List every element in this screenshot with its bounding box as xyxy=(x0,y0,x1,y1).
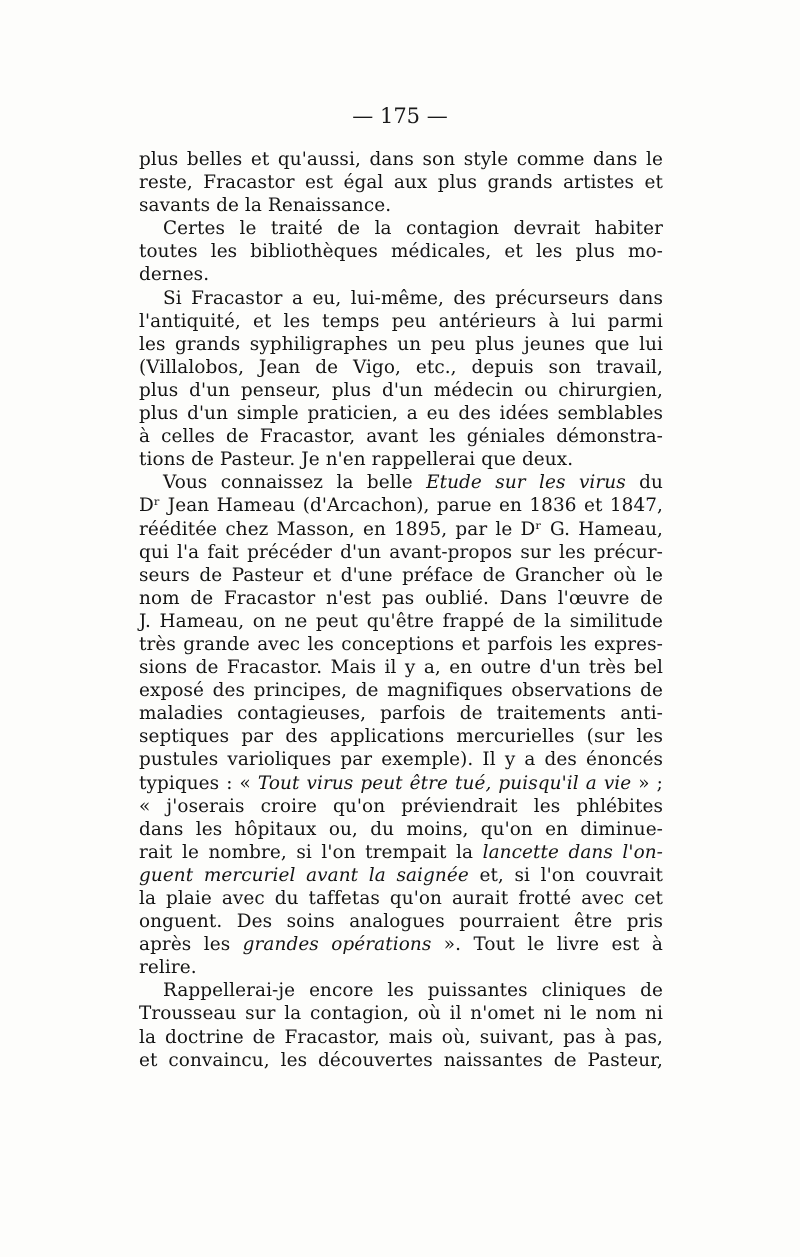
text-line xyxy=(139,217,663,240)
text-segment: dernes. xyxy=(139,264,210,286)
text-line xyxy=(139,702,663,725)
text-line xyxy=(139,725,663,748)
text-line xyxy=(139,471,663,494)
text-segment: toutes les bibliothèques médicales, et les plus mo- xyxy=(139,241,663,263)
text-segment: Trousseau sur la contagion, où il n'omet ni le nom ni xyxy=(139,1003,663,1025)
italic-text-segment: Tout virus peut être tué, puisqu'il a vie xyxy=(257,772,632,794)
text-segment: du xyxy=(625,472,663,494)
text-segment: et, si l'on couvrait xyxy=(468,864,663,886)
text-segment: reste, Fracastor est égal aux plus grands artistes et xyxy=(139,172,663,194)
text-segment: pustules varioliques par exemple). Il y a des énoncés xyxy=(139,749,663,771)
text-line xyxy=(139,425,663,448)
text-segment: onguent. Des soins analogues pourraient être pris xyxy=(139,911,663,933)
text-segment: la plaie avec du taffetas qu'on aurait frotté avec cet xyxy=(139,888,663,909)
text-line xyxy=(139,379,663,402)
text-line xyxy=(139,356,663,379)
text-segment: plus d'un penseur, plus d'un médecin ou chirurgien, xyxy=(139,379,663,401)
text-line xyxy=(139,333,663,356)
text-segment: exposé des principes, de magnifiques observations de xyxy=(139,680,663,702)
text-line xyxy=(139,448,663,471)
text-line xyxy=(139,679,663,702)
text-segment: » ; xyxy=(631,772,663,794)
text-segment: Si Fracastor a eu, lui-même, des précurseurs dans xyxy=(163,287,663,309)
text-line xyxy=(139,564,663,587)
text-segment: relire. xyxy=(139,957,197,979)
text-line xyxy=(139,1002,663,1025)
text-segment: J. Hameau, on ne peut qu'être frappé de la similitude xyxy=(139,610,663,632)
text-segment: et convaincu, les découvertes naissantes de Pasteur, xyxy=(139,1049,663,1071)
text-segment: rait le nombre, si l'on trempait la xyxy=(139,841,483,863)
text-line xyxy=(139,194,663,217)
text-segment: sions de Fracastor. Mais il y a, en outre d'un très bel xyxy=(139,657,663,679)
text-segment: maladies contagieuses, parfois de traitements anti- xyxy=(139,703,663,725)
italic-text-segment: Etude sur les virus xyxy=(426,472,626,494)
text-line xyxy=(139,263,663,286)
text-segment: à celles de Fracastor, avant les géniales démonstra- xyxy=(139,426,663,448)
text-line xyxy=(139,841,663,864)
text-segment: les grands syphiligraphes un peu plus jeunes que lui xyxy=(139,333,663,355)
text-line xyxy=(139,587,663,610)
text-line xyxy=(139,402,663,425)
text-line xyxy=(139,818,663,841)
text-segment: Dʳ Jean Hameau (d'Arcachon), parue en 1836 et 1847, xyxy=(139,495,663,517)
text-segment: « j'oserais croire qu'on préviendrait les phlébites xyxy=(139,795,663,817)
text-segment: tions de Pasteur. Je n'en rappellerai que deux. xyxy=(139,449,574,471)
text-line xyxy=(139,1049,663,1072)
italic-text-segment: lancette dans l'on- xyxy=(482,841,663,863)
italic-text-segment: guent mercuriel avant la saignée xyxy=(139,864,469,886)
text-segment: nom de Fracastor n'est pas oublié. Dans l'œuvre de xyxy=(139,587,663,609)
text-segment: la doctrine de Fracastor, mais où, suivant, pas à pas, xyxy=(139,1026,663,1048)
text-segment: dans les hôpitaux ou, du moins, qu'on en diminue- xyxy=(139,818,663,840)
text-line xyxy=(139,933,663,956)
text-line xyxy=(139,287,663,310)
text-segment: ». Tout le livre est à xyxy=(431,934,663,956)
text-line xyxy=(139,772,663,795)
text-line xyxy=(139,541,663,564)
text-line xyxy=(139,795,663,818)
text-line xyxy=(139,748,663,771)
text-segment: qui l'a fait précéder d'un avant-propos sur les précur- xyxy=(139,541,663,563)
text-line xyxy=(139,518,663,541)
text-line xyxy=(139,240,663,263)
page-number: — 175 — xyxy=(352,104,448,128)
text-segment: très grande avec les conceptions et parfois les expres- xyxy=(139,633,663,655)
text-segment: typiques : « xyxy=(139,772,258,794)
text-segment: plus d'un simple praticien, a eu des idées semblables xyxy=(139,403,663,425)
text-line xyxy=(139,979,663,1002)
text-line xyxy=(139,1026,663,1049)
text-line xyxy=(139,864,663,887)
text-segment: seurs de Pasteur et d'une préface de Grancher où le xyxy=(139,564,663,586)
text-line xyxy=(139,910,663,933)
text-segment: plus belles et qu'aussi, dans son style comme dans le xyxy=(139,149,663,170)
text-segment: rééditée chez Masson, en 1895, par le Dʳ G. Hameau, xyxy=(139,518,663,540)
text-line xyxy=(139,310,663,333)
text-line xyxy=(139,171,663,194)
text-line xyxy=(139,494,663,517)
text-segment: Rappellerai-je encore les puissantes cliniques de xyxy=(163,980,663,1002)
text-line xyxy=(139,148,663,171)
text-line xyxy=(139,656,663,679)
text-segment: Certes le traité de la contagion devrait habiter xyxy=(163,218,663,240)
text-line xyxy=(139,956,663,979)
text-segment: Vous connaissez la belle xyxy=(163,472,427,494)
text-segment: savants de la Renaissance. xyxy=(139,195,392,217)
text-line xyxy=(139,610,663,633)
text-line xyxy=(139,887,663,910)
text-segment: après les xyxy=(139,934,243,956)
text-segment: septiques par des applications mercurielles (sur les xyxy=(139,726,663,748)
italic-text-segment: grandes opérations xyxy=(242,934,432,956)
body-text xyxy=(139,148,663,1072)
text-line xyxy=(139,633,663,656)
text-segment: l'antiquité, et les temps peu antérieurs à lui parmi xyxy=(139,310,663,332)
text-segment: (Villalobos, Jean de Vigo, etc., depuis son travail, xyxy=(139,356,663,378)
